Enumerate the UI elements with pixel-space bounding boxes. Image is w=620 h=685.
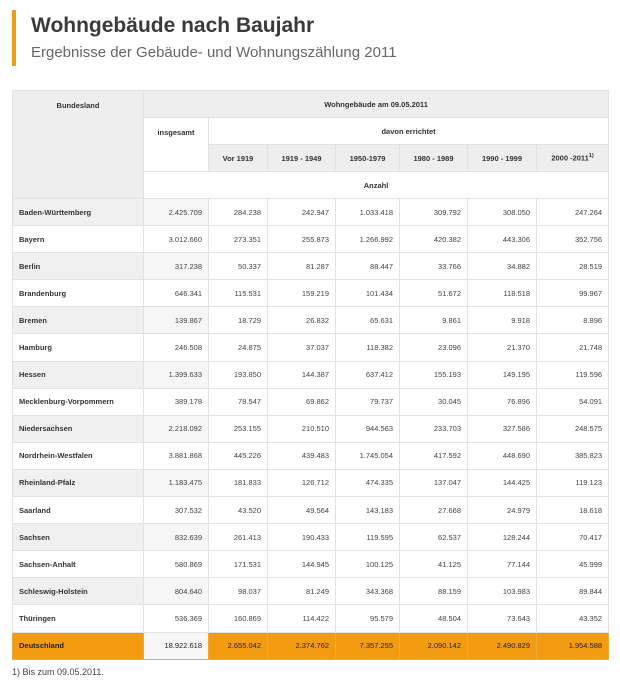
value-cell: 309.792 [400,199,468,226]
value-cell: 190.433 [268,524,336,551]
value-cell: 307.532 [144,497,209,524]
value-cell: 343.368 [336,578,400,605]
value-cell: 2.374.762 [268,632,336,659]
header-subgroup: davon errichtet [209,118,609,145]
value-cell: 233.703 [400,415,468,442]
value-cell: 51.672 [400,280,468,307]
page-subtitle: Ergebnisse der Gebäude- und Wohnungszählung 2011 [31,44,397,61]
value-cell: 81.249 [268,578,336,605]
value-cell: 65.631 [336,307,400,334]
value-cell: 88.447 [336,253,400,280]
header-year: 1980 - 1989 [400,145,468,172]
value-cell: 420.382 [400,226,468,253]
value-cell: 536.369 [144,605,209,632]
value-cell: 50.337 [209,253,268,280]
value-cell: 95.579 [336,605,400,632]
value-cell: 88.159 [400,578,468,605]
value-cell: 119.596 [537,361,609,388]
value-cell: 160.869 [209,605,268,632]
value-cell: 2.425.709 [144,199,209,226]
value-cell: 832.639 [144,524,209,551]
value-cell: 2.218.092 [144,415,209,442]
value-cell: 24.875 [209,334,268,361]
value-cell: 149.195 [468,361,537,388]
value-cell: 43.352 [537,605,609,632]
value-cell: 804.640 [144,578,209,605]
value-cell: 1.745.054 [336,442,400,469]
value-cell: 33.766 [400,253,468,280]
value-cell: 317.238 [144,253,209,280]
value-cell: 21.748 [537,334,609,361]
value-cell: 27.668 [400,497,468,524]
value-cell: 1.954.588 [537,632,609,659]
value-cell: 78.547 [209,388,268,415]
value-cell: 144.425 [468,469,537,496]
state-name-cell: Niedersachsen [13,415,144,442]
value-cell: 70.417 [537,524,609,551]
accent-bar [12,10,16,66]
value-cell: 246.508 [144,334,209,361]
state-name-cell: Rheinland-Pfalz [13,469,144,496]
state-name-cell: Nordrhein-Westfalen [13,442,144,469]
table-row [13,199,609,226]
value-cell: 580.869 [144,551,209,578]
value-cell: 49.564 [268,497,336,524]
value-cell: 181.833 [209,469,268,496]
value-cell: 1.266.992 [336,226,400,253]
state-name-cell: Hamburg [13,334,144,361]
header-unit: Anzahl [144,172,609,199]
value-cell: 114.422 [268,605,336,632]
value-cell: 474.335 [336,469,400,496]
value-cell: 79.737 [336,388,400,415]
value-cell: 284.238 [209,199,268,226]
value-cell: 242.947 [268,199,336,226]
value-cell: 18.922.618 [144,632,209,659]
value-cell: 210.510 [268,415,336,442]
table-row [13,578,609,605]
value-cell: 646.341 [144,280,209,307]
value-cell: 144.945 [268,551,336,578]
value-cell: 7.357.255 [336,632,400,659]
value-cell: 439.483 [268,442,336,469]
state-name-cell: Mecklenburg-Vorpommern [13,388,144,415]
value-cell: 3.881.868 [144,442,209,469]
table-row [13,605,609,632]
header-year: 1990 - 1999 [468,145,537,172]
table-row [13,253,609,280]
value-cell: 81.287 [268,253,336,280]
value-cell: 26.832 [268,307,336,334]
value-cell: 28.519 [537,253,609,280]
value-cell: 159.219 [268,280,336,307]
value-cell: 118.382 [336,334,400,361]
value-cell: 3.012.660 [144,226,209,253]
value-cell: 48.504 [400,605,468,632]
value-cell: 18.729 [209,307,268,334]
value-cell: 54.091 [537,388,609,415]
buildings-table [12,90,609,660]
value-cell: 76.896 [468,388,537,415]
total-row [13,632,609,659]
value-cell: 45.999 [537,551,609,578]
value-cell: 144.387 [268,361,336,388]
value-cell: 18.618 [537,497,609,524]
state-name-cell: Schleswig-Holstein [13,578,144,605]
value-cell: 34.882 [468,253,537,280]
value-cell: 1.033.418 [336,199,400,226]
value-cell: 273.351 [209,226,268,253]
table-row [13,442,609,469]
table-row [13,415,609,442]
header-year: 1950-1979 [336,145,400,172]
table-row [13,307,609,334]
value-cell: 98.037 [209,578,268,605]
value-cell: 352.756 [537,226,609,253]
header-total: insgesamt [144,118,209,172]
state-name-cell: Saarland [13,497,144,524]
value-cell: 417.592 [400,442,468,469]
state-name-cell: Bayern [13,226,144,253]
value-cell: 37.037 [268,334,336,361]
value-cell: 115.531 [209,280,268,307]
value-cell: 41.125 [400,551,468,578]
value-cell: 155.193 [400,361,468,388]
table-row [13,469,609,496]
state-name-cell: Deutschland [13,632,144,659]
value-cell: 248.575 [537,415,609,442]
state-name-cell: Hessen [13,361,144,388]
page-header [12,8,608,68]
value-cell: 2.090.142 [400,632,468,659]
value-cell: 99.967 [537,280,609,307]
value-cell: 255.873 [268,226,336,253]
state-name-cell: Bremen [13,307,144,334]
table-row [13,334,609,361]
value-cell: 1.183.475 [144,469,209,496]
value-cell: 171.531 [209,551,268,578]
state-name-cell: Baden-Württemberg [13,199,144,226]
state-name-cell: Berlin [13,253,144,280]
value-cell: 385.823 [537,442,609,469]
value-cell: 637.412 [336,361,400,388]
header-year: 1919 - 1949 [268,145,336,172]
header-year: 2000 -2011$^{1)}$ [537,145,609,172]
footnote: 1) Bis zum 09.05.2011. [12,667,104,677]
value-cell: 137.047 [400,469,468,496]
value-cell: 193.850 [209,361,268,388]
value-cell: 103.983 [468,578,537,605]
header-state: Bundesland [13,91,144,199]
value-cell: 118.518 [468,280,537,307]
value-cell: 89.844 [537,578,609,605]
value-cell: 8.896 [537,307,609,334]
table-row [13,524,609,551]
value-cell: 43.520 [209,497,268,524]
value-cell: 139.867 [144,307,209,334]
page-title: Wohngebäude nach Baujahr [31,14,315,37]
value-cell: 30.045 [400,388,468,415]
value-cell: 23.096 [400,334,468,361]
state-name-cell: Sachsen-Anhalt [13,551,144,578]
value-cell: 247.264 [537,199,609,226]
value-cell: 119.595 [336,524,400,551]
value-cell: 69.862 [268,388,336,415]
state-name-cell: Thüringen [13,605,144,632]
state-name-cell: Sachsen [13,524,144,551]
value-cell: 100.125 [336,551,400,578]
value-cell: 261.413 [209,524,268,551]
header-group: Wohngebäude am 09.05.2011 [144,91,609,118]
value-cell: 327.586 [468,415,537,442]
value-cell: 1.399.633 [144,361,209,388]
value-cell: 253.155 [209,415,268,442]
table-row [13,280,609,307]
value-cell: 77.144 [468,551,537,578]
value-cell: 128.244 [468,524,537,551]
value-cell: 2.655.042 [209,632,268,659]
value-cell: 9.918 [468,307,537,334]
value-cell: 62.537 [400,524,468,551]
value-cell: 443.306 [468,226,537,253]
value-cell: 308.050 [468,199,537,226]
value-cell: 2.490.829 [468,632,537,659]
table-row [13,226,609,253]
header-year: Vor 1919 [209,145,268,172]
table-row [13,361,609,388]
value-cell: 9.861 [400,307,468,334]
value-cell: 24.979 [468,497,537,524]
value-cell: 101.434 [336,280,400,307]
value-cell: 448.690 [468,442,537,469]
value-cell: 119.123 [537,469,609,496]
table-row [13,388,609,415]
table-row [13,551,609,578]
value-cell: 389.178 [144,388,209,415]
value-cell: 944.563 [336,415,400,442]
value-cell: 21.370 [468,334,537,361]
value-cell: 126.712 [268,469,336,496]
table-row [13,497,609,524]
value-cell: 143.183 [336,497,400,524]
state-name-cell: Brandenburg [13,280,144,307]
value-cell: 73.643 [468,605,537,632]
value-cell: 445.226 [209,442,268,469]
